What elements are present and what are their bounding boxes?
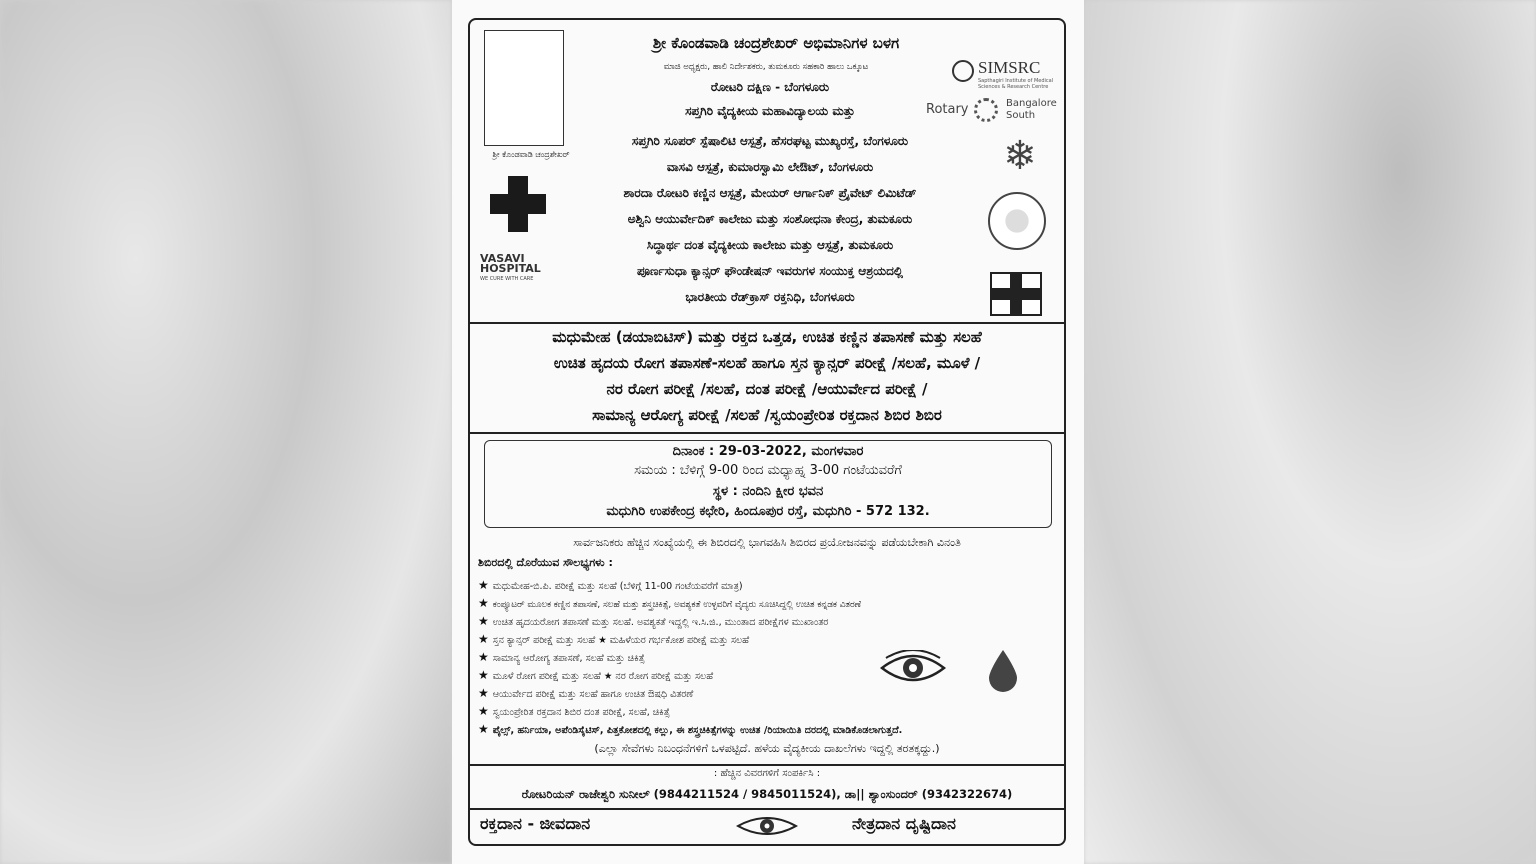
- vasavi-logo-text-2: HOSPITAL: [480, 262, 541, 275]
- page-subtitle: ಮಾಜಿ ಅಧ್ಯಕ್ಷರು, ಹಾಲಿ ನಿರ್ದೇಶಕರು, ತುಮಕೂರು ಸಹಕಾರಿ ಹಾಲು ಒಕ್ಕೂಟ: [663, 62, 869, 72]
- organizer-line: ಶಾರದಾ ರೋಟರಿ ಕಣ್ಣಿನ ಆಸ್ಪತ್ರೆ, ಮೇಯರ್ ಆರ್ಗಾನಿಕ್ ಪ್ರೈವೇಟ್ ಲಿಮಿಟೆಡ್: [623, 186, 917, 200]
- divider: [470, 808, 1064, 810]
- star-bullet-icon: ★: [478, 704, 489, 718]
- photo-caption: ಶ್ರೀ ಕೊಂಡವಾಡಿ ಚಂದ್ರಶೇಖರ್: [492, 150, 570, 159]
- cross-icon: [490, 176, 546, 232]
- rotary-logo-text: Rotary: [926, 102, 969, 117]
- vasavi-logo: [480, 254, 566, 284]
- star-bullet-icon: ★: [478, 650, 489, 664]
- list-item: ★ ಸ್ವಯಂಪ್ರೇರಿತ ರಕ್ತದಾನ ಶಿಬಿರ ದಂತ ಪರೀಕ್ಷೆ, ಸಲಹೆ, ಚಿಕಿತ್ಸೆ: [478, 704, 670, 718]
- list-item: ★ ಮಧುಮೇಹ-ಬಿ.ಪಿ. ಪರೀಕ್ಷೆ ಮತ್ತು ಸಲಹೆ (ಬೆಳಿಗ್ಗೆ 11-00 ಗಂಟೆಯವರೆಗೆ ಮಾತ್ರ): [478, 578, 743, 592]
- list-item: ★ ಪೈಲ್ಸ್, ಹರ್ನಿಯಾ, ಅಪೆಂಡಿಸೈಟಿಸ್, ಪಿತ್ತಕೋಶದಲ್ಲಿ ಕಲ್ಲು, ಈ ಶಸ್ತ್ರಚಿಕಿತ್ಸೆಗಳನ್ನು ಉಚಿತ /ರಿಯಾಯಿತಿ ದರದಲ್ಲಿ ಮಾಡಿಕೊಡಲಾಗುತ್ತದೆ.: [478, 722, 903, 736]
- organizer-line: ಸಪ್ತಗಿರಿ ಸೂಪರ್ ಸ್ಪೆಷಾಲಿಟಿ ಆಸ್ಪತ್ರೆ, ಹೆಸರಘಟ್ಟ ಮುಖ್ಯರಸ್ತೆ, ಬೆಂಗಳೂರು: [631, 134, 909, 148]
- event-address: ಮಧುಗಿರಿ ಉಪಕೇಂದ್ರ ಕಛೇರಿ, ಹಿಂದೂಪುರ ರಸ್ತೆ, ಮಧುಗಿರಿ - 572 132.: [606, 504, 930, 519]
- star-bullet-icon: ★: [478, 596, 489, 610]
- star-bullet-icon: ★: [478, 686, 489, 700]
- simsrc-seal-icon: [952, 60, 974, 82]
- organizer-line: ರೋಟರಿ ದಕ್ಷಿಣ - ಬೆಂಗಳೂರು: [710, 80, 830, 94]
- organizer-line: ಭಾರತೀಯ ರೆಡ್‌ಕ್ರಾಸ್ ರಕ್ತನಿಧಿ, ಬೆಂಗಳೂರು: [685, 290, 855, 304]
- divider: [470, 764, 1064, 766]
- note-text: (ಎಲ್ಲಾ ಸೇವೆಗಳು ನಿಬಂಧನೆಗಳಿಗೆ ಒಳಪಟ್ಟಿದೆ. ಹಳೆಯ ವೈದ್ಯಕೀಯ ದಾಖಲೆಗಳು ಇದ್ದಲ್ಲಿ ತರತಕ್ಕದ್ದು.): [594, 742, 940, 755]
- camp-title-line: ಉಚಿತ ಹೃದಯ ರೋಗ ತಪಾಸಣೆ-ಸಲಹೆ ಹಾಗೂ ಸ್ತನ ಕ್ಯಾನ್ಸರ್ ಪರೀಕ್ಷೆ /ಸಲಹೆ, ಮೂಳೆ /: [553, 354, 981, 372]
- vasavi-tagline: WE CURE WITH CARE: [480, 276, 534, 282]
- camp-title-line: ನರ ರೋಗ ಪರೀಕ್ಷೆ /ಸಲಹೆ, ದಂತ ಪರೀಕ್ಷೆ /ಆಯುರ್ವೇದ ಪರೀಕ್ಷೆ /: [606, 380, 928, 398]
- organizer-line: ಅಶ್ವಿನಿ ಆಯುರ್ವೇದಿಕ್ ಕಾಲೇಜು ಮತ್ತು ಸಂಶೋಧನಾ ಕೇಂದ್ರ, ತುಮಕೂರು: [627, 212, 913, 226]
- event-date: ದಿನಾಂಕ : 29-03-2022, ಮಂಗಳವಾರ: [672, 444, 864, 459]
- event-venue: ಸ್ಥಳ : ನಂದಿನಿ ಕ್ಷೀರ ಭವನ: [712, 484, 824, 499]
- organizer-line: ಸಿದ್ಧಾರ್ಥ ದಂತ ವೈದ್ಯಕೀಯ ಕಾಲೇಜು ಮತ್ತು ಆಸ್ಪತ್ರೆ, ತುಮಕೂರು: [646, 238, 894, 252]
- page-title: ಶ್ರೀ ಕೊಂಡವಾಡಿ ಚಂದ್ರಶೇಖರ್ ಅಭಿಮಾನಿಗಳ ಬಳಗ: [652, 34, 900, 52]
- list-item: ★ ಸ್ತನ ಕ್ಯಾನ್ಸರ್ ಪರೀಕ್ಷೆ ಮತ್ತು ಸಲಹೆ ★ ಮಹಿಳೆಯರ ಗರ್ಭಕೋಶ ಪರೀಕ್ಷೆ ಮತ್ತು ಸಲಹೆ: [478, 632, 750, 646]
- blood-drop-icon: [986, 648, 1020, 692]
- blurred-background-left: [0, 0, 452, 864]
- divider: [470, 322, 1064, 324]
- organizer-line: ಪೂರ್ಣಸುಧಾ ಕ್ಯಾನ್ಸರ್ ಫೌಂಡೇಷನ್ ಇವರುಗಳ ಸಂಯುಕ್ತ ಆಶ್ರಯದಲ್ಲಿ: [637, 264, 903, 278]
- star-bullet-icon: ★: [478, 632, 489, 646]
- red-cross-logo-icon: [990, 272, 1042, 316]
- rotary-club-name-2: South: [1006, 110, 1036, 121]
- footer-eye-donation: ನೇತ್ರದಾನ ದೃಷ್ಟಿದಾನ: [852, 814, 956, 833]
- simsrc-logo-subtext: Sapthagiri Institute of Medical Sciences & Research Centre: [978, 78, 1054, 90]
- rotary-wheel-icon: [974, 98, 998, 122]
- appeal-text: ಸಾರ್ವಜನಿಕರು ಹೆಚ್ಚಿನ ಸಂಖ್ಯೆಯಲ್ಲಿ ಈ ಶಿಬಿರದಲ್ಲಿ ಭಾಗವಹಿಸಿ ಶಿಬಿರದ ಪ್ರಯೋಜನವನ್ನು ಪಡೆಯಬೇಕಾಗಿ ವಿನಂತಿ: [573, 536, 961, 549]
- footer-blood-donation: ರಕ್ತದಾನ - ಜೀವದಾನ: [480, 814, 591, 833]
- list-item: ★ ಉಚಿತ ಹೃದಯರೋಗ ತಪಾಸಣೆ ಮತ್ತು ಸಲಹೆ. ಅವಶ್ಯಕತೆ ಇದ್ದಲ್ಲಿ ಇ.ಸಿ.ಜಿ., ಮುಂತಾದ ಪರೀಕ್ಷೆಗಳ ಮುಖಾಂತರ: [478, 614, 829, 628]
- camp-title-line: ಮಧುಮೇಹ (ಡಯಾಬಿಟಿಸ್) ಮತ್ತು ರಕ್ತದ ಒತ್ತಡ, ಉಚಿತ ಕಣ್ಣಿನ ತಪಾಸಣೆ ಮತ್ತು ಸಲಹೆ: [552, 328, 982, 346]
- contact-line: ರೋಟರಿಯನ್ ರಾಜೇಶ್ವರಿ ಸುನೀಲ್ (9844211524 / 9845011524), ಡಾ|| ಶ್ಯಾಂಸುಂದರ್ (9342322674): [521, 787, 1013, 801]
- camp-title-line: ಸಾಮಾನ್ಯ ಆರೋಗ್ಯ ಪರೀಕ್ಷೆ /ಸಲಹೆ /ಸ್ವಯಂಪ್ರೇರಿತ ರಕ್ತದಾನ ಶಿಬಿರ ಶಿಬಿರ: [592, 406, 942, 424]
- contact-heading: : ಹೆಚ್ಚಿನ ವಿವರಗಳಿಗೆ ಸಂಪರ್ಕಿಸಿ :: [713, 768, 821, 779]
- list-item: ★ ಆಯುರ್ವೇದ ಪರೀಕ್ಷೆ ಮತ್ತು ಸಲಹೆ ಹಾಗೂ ಉಚಿತ ಔಷಧಿ ವಿತರಣೆ: [478, 686, 694, 700]
- eye-icon: [736, 814, 798, 838]
- star-bullet-icon: ★: [478, 614, 489, 628]
- divider: [470, 432, 1064, 434]
- star-bullet-icon: ★: [478, 722, 489, 736]
- simsrc-logo-text: SIMSRC: [978, 58, 1041, 77]
- organizer-line: ವಾಸವಿ ಆಸ್ಪತ್ರೆ, ಕುಮಾರಸ್ವಾಮಿ ಲೇಔಟ್, ಬೆಂಗಳೂರು: [666, 160, 874, 174]
- organizer-line: ಸಪ್ತಗಿರಿ ವೈದ್ಯಕೀಯ ಮಹಾವಿದ್ಯಾಲಯ ಮತ್ತು: [685, 104, 855, 118]
- snowflake-logo-icon: ❄: [1003, 133, 1037, 179]
- rotary-logo: [926, 98, 1056, 130]
- simsrc-logo: [952, 58, 1056, 88]
- vasavi-logo-text: VASAVI: [480, 252, 525, 265]
- list-item: ★ ಕಂಪ್ಯೂಟರ್ ಮೂಲಕ ಕಣ್ಣಿನ ತಪಾಸಣೆ, ಸಲಹೆ ಮತ್ತು ಶಸ್ತ್ರಚಿಕಿತ್ಸೆ, ಅವಶ್ಯಕತೆ ಉಳ್ಳವರಿಗೆ ವೈದ್ಯರು ಸೂಚಿಸಿದ್ದಲ್ಲಿ ಉಚಿತ ಕನ್ನಡಕ ವಿತರಣೆ: [478, 596, 862, 610]
- blurred-background-right: [1084, 0, 1536, 864]
- rotary-club-name: Bangalore: [1006, 98, 1057, 109]
- list-item: ★ ಸಾಮಾನ್ಯ ಆರೋಗ್ಯ ತಪಾಸಣೆ, ಸಲಹೆ ಮತ್ತು ಚಿಕಿತ್ಸೆ: [478, 650, 645, 664]
- event-time: ಸಮಯ : ಬೆಳಿಗ್ಗೆ 9-00 ರಿಂದ ಮಧ್ಯಾಹ್ನ 3-00 ಗಂಟೆಯವರೆಗೆ: [634, 463, 902, 478]
- facilities-heading: ಶಿಬಿರದಲ್ಲಿ ದೊರೆಯುವ ಸೌಲಭ್ಯಗಳು :: [478, 556, 613, 569]
- star-bullet-icon: ★: [478, 668, 489, 682]
- dental-college-seal-icon: [988, 192, 1046, 250]
- eye-icon: [880, 650, 946, 686]
- star-bullet-icon: ★: [478, 578, 489, 592]
- list-item: ★ ಮೂಳೆ ರೋಗ ಪರೀಕ್ಷೆ ಮತ್ತು ಸಲಹೆ ★ ನರ ರೋಗ ಪರೀಕ್ಷೆ ಮತ್ತು ಸಲಹೆ: [478, 668, 714, 682]
- portrait-photo: [484, 30, 564, 146]
